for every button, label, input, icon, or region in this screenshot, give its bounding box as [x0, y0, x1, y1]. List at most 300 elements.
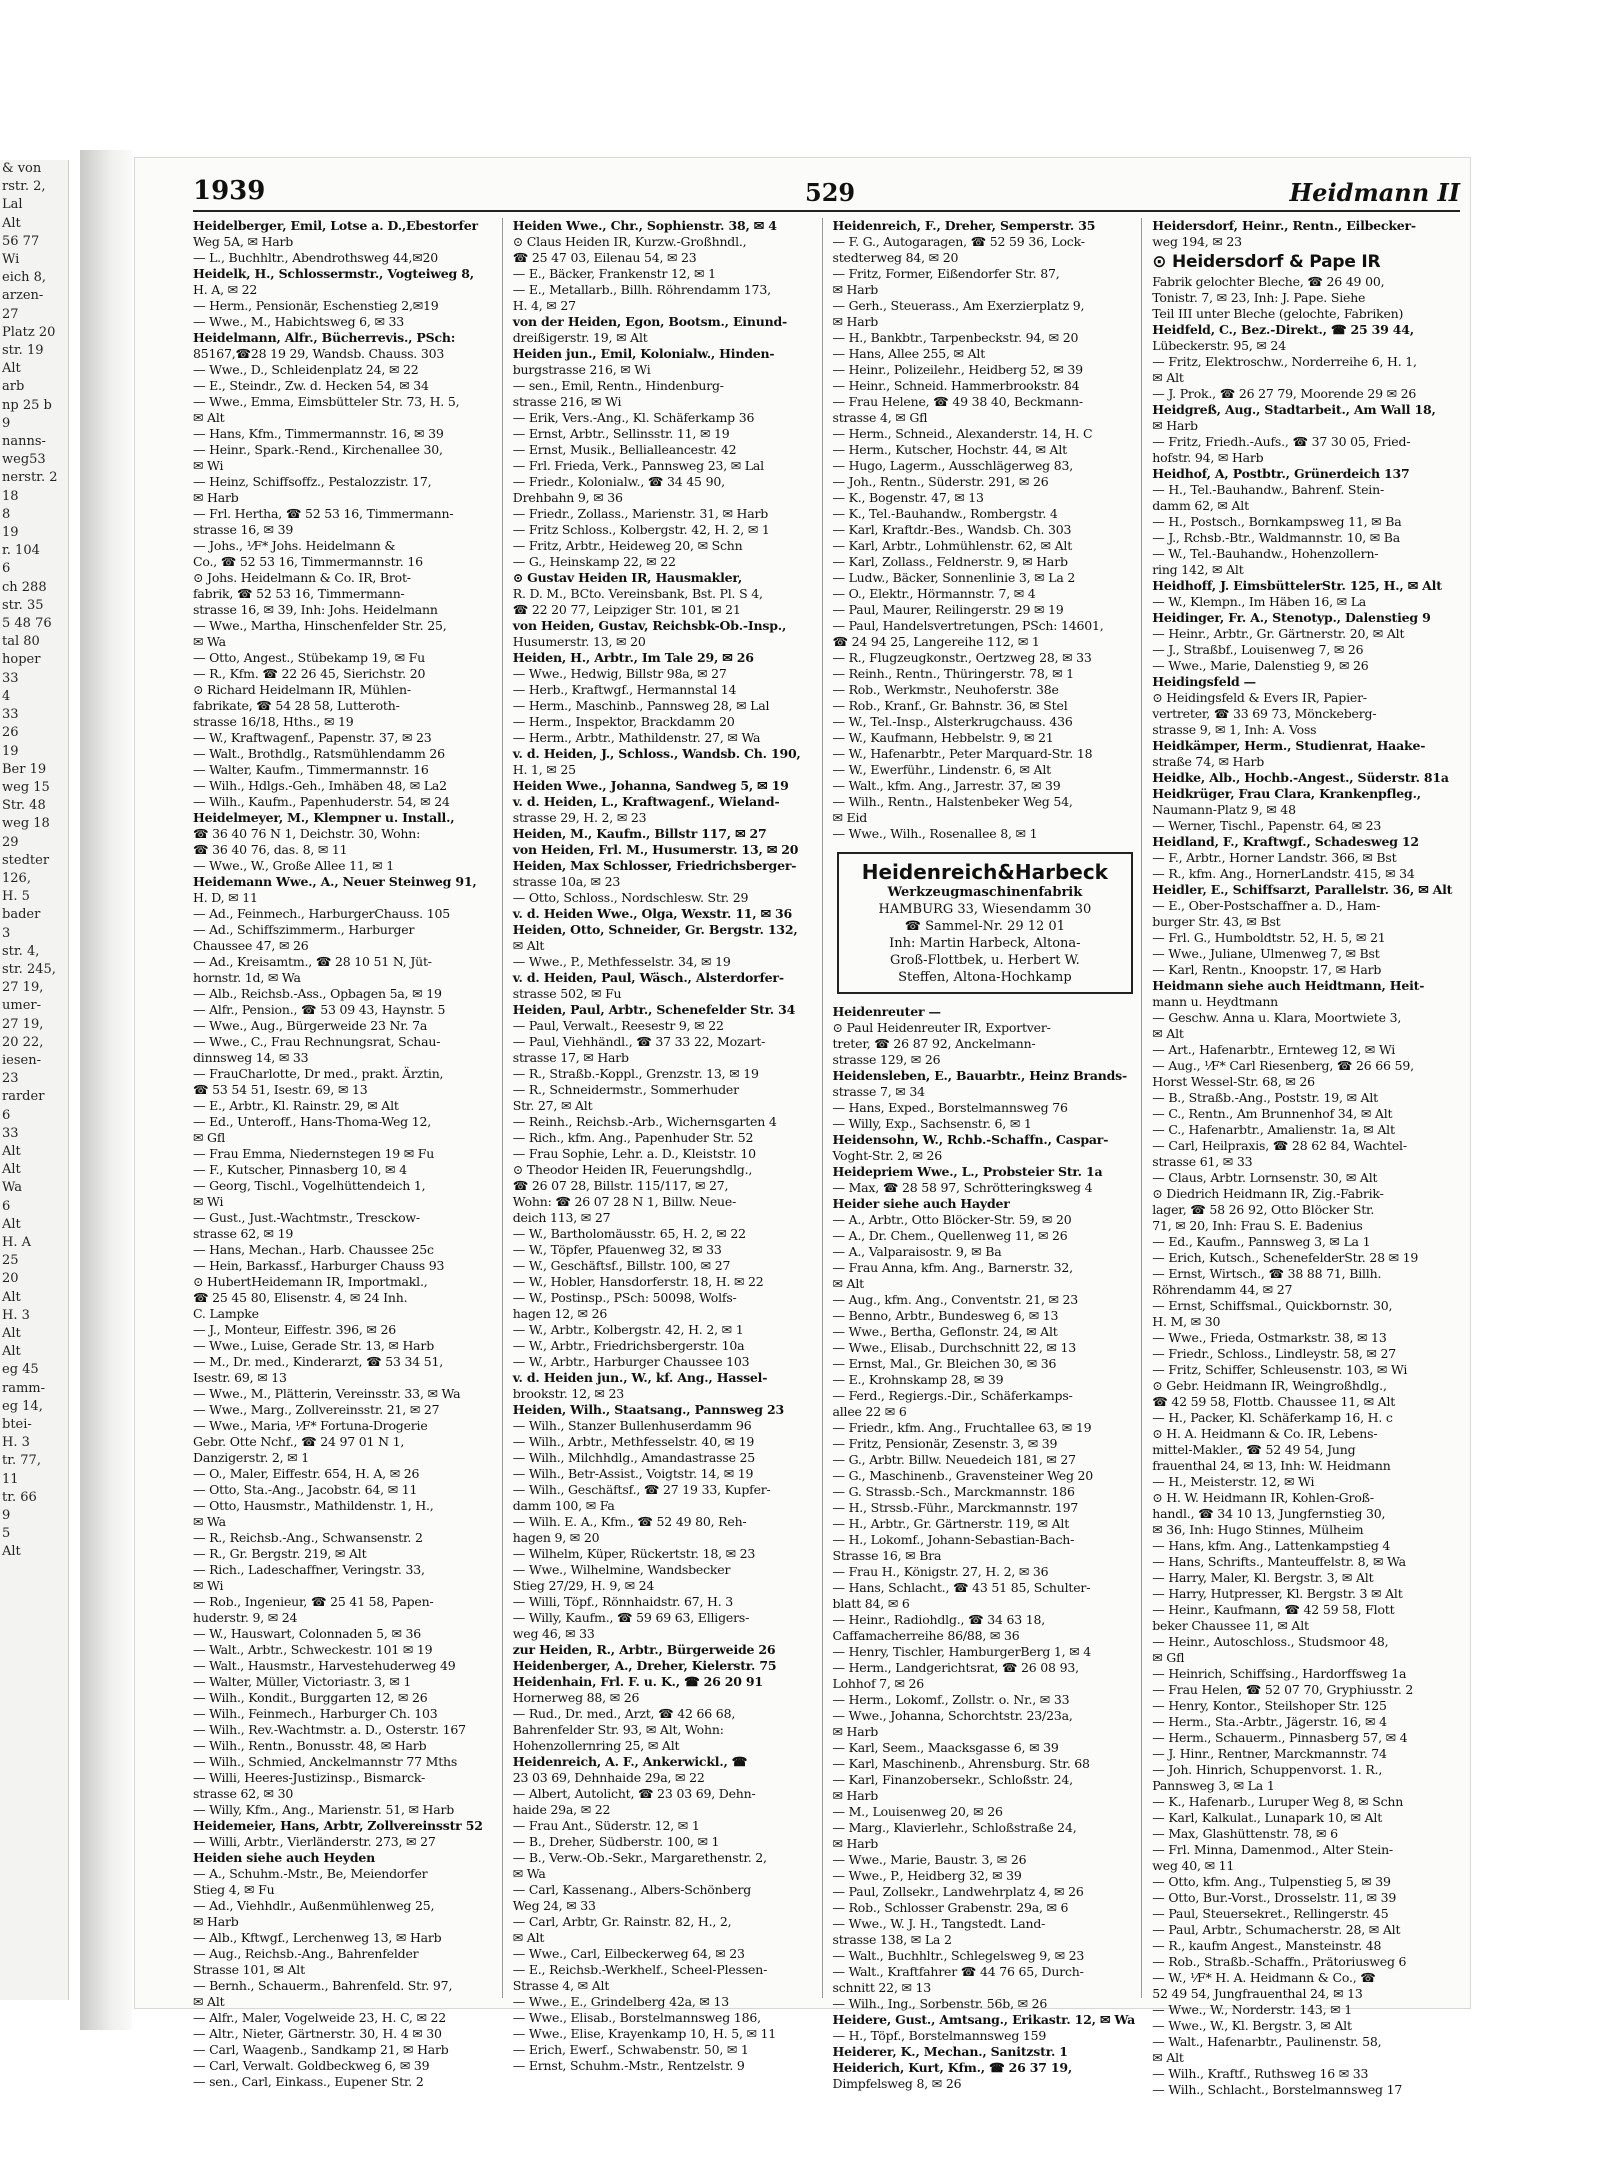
entry-columns [193, 218, 1461, 2097]
directory-entry: — W., Klempn., Im Häben 16, ✉ La [1152, 594, 1367, 609]
directory-entry: — Willi, Arbtr., Vierländerstr. 273, ✉ 27 [193, 1834, 436, 1849]
directory-entry: Röhrendamm 44, ✉ 27 [1152, 1282, 1293, 1297]
fragment-line: Platz 20 [2, 324, 56, 340]
directory-entry: lager, ☎ 58 26 92, Otto Blöcker Str. [1152, 1202, 1375, 1217]
directory-entry: — Wilhelm, Küper, Rückertstr. 18, ✉ 23 [512, 1546, 756, 1561]
directory-entry: ✉ Wa [193, 1514, 226, 1529]
page-header [193, 176, 1460, 212]
directory-entry: ✉ Alt [193, 410, 225, 425]
entry-heading: Heidmann siehe auch Heidtmann, Heit- [1152, 978, 1425, 993]
directory-entry: haide 29a, ✉ 22 [512, 1802, 611, 1817]
directory-entry: — Ernst, Musik., Bellialleancestr. 42 [512, 442, 737, 457]
fragment-line: str. 245, [2, 961, 56, 977]
fragment-line: eg 14, [2, 1398, 43, 1414]
directory-entry: 52 49 54, Jungfrauenthal 24, ✉ 13 [1152, 1986, 1363, 2001]
directory-entry: ☎ 26 07 28, Billstr. 115/117, ✉ 27, [512, 1178, 729, 1193]
fragment-line: H. 3 [2, 1307, 30, 1323]
directory-entry: — Joh. Hinrich, Schuppenvorst. 1. R., [1152, 1762, 1383, 1777]
entry-heading: Heidepriem Wwe., L., Probsteier Str. 1a [832, 1164, 1103, 1179]
directory-entry: — Wilh., Hdlgs.-Geh., Imhäben 48, ✉ La2 [193, 778, 447, 793]
directory-entry: — Fritz, Pensionär, Zesenstr. 3, ✉ 39 [832, 1436, 1058, 1451]
directory-entry: — Reinh., Rentn., Thüringerstr. 78, ✉ 1 [832, 666, 1074, 681]
directory-entry: damm 100, ✉ Fa [512, 1498, 615, 1513]
directory-entry: — Heinr., Polizeilehr., Heidberg 52, ✉ 39 [832, 362, 1083, 377]
directory-entry: ☎ 36 40 76, das. 8, ✉ 11 [193, 842, 348, 857]
header-year: 1939 [193, 176, 266, 206]
directory-entry: — Herm., Pensionär, Eschenstieg 2,✉19 [193, 298, 439, 313]
directory-entry: ✉ Wi [193, 1194, 224, 1209]
directory-entry: — R., kaufm Angest., Mansteinstr. 48 [1152, 1938, 1382, 1953]
directory-entry: — W., Arbtr., Kolbergstr. 42, H. 2, ✉ 1 [512, 1322, 744, 1337]
entry-heading: Heidkämper, Herm., Studienrat, Haake- [1152, 738, 1426, 753]
column-1 [193, 218, 503, 2089]
directory-entry: stedterweg 84, ✉ 20 [832, 250, 959, 265]
directory-entry: Dimpfelsweg 8, ✉ 26 [832, 2076, 962, 2091]
directory-entry: ✉ Alt [1152, 1026, 1184, 1041]
directory-entry: — K., Bogenstr. 47, ✉ 13 [832, 490, 984, 505]
directory-entry: ⊙ Claus Heiden IR, Kurzw.-Großhndl., [512, 234, 747, 249]
directory-entry: — Frl. Minna, Damenmod., Alter Stein- [1152, 1842, 1393, 1857]
ad-line3: ☎ Sammel-Nr. 29 12 01 [904, 919, 1065, 934]
fragment-line: 6 [2, 561, 11, 577]
fragment-line: Alt [2, 1289, 21, 1305]
directory-entry: — Albert, Autolicht, ☎ 23 03 69, Dehn- [512, 1786, 756, 1801]
directory-entry: — Walt., Hausmstr., Harvestehuderweg 49 [193, 1658, 456, 1673]
directory-entry: blatt 84, ✉ 6 [832, 1596, 910, 1611]
fragment-line: 23 [2, 1071, 19, 1087]
directory-entry: — J. Hinr., Rentner, Marckmannstr. 74 [1152, 1746, 1387, 1761]
fragment-line: tr. 66 [2, 1489, 37, 1505]
directory-entry: — Karl, Rentn., Knoopstr. 17, ✉ Harb [1152, 962, 1382, 977]
directory-entry: hagen 12, ✉ 26 [512, 1306, 608, 1321]
directory-entry: — Erich, Ewerf., Schwabenstr. 50, ✉ 1 [512, 2042, 749, 2057]
directory-entry: — Henry, Kontor., Steilshoper Str. 125 [1152, 1698, 1387, 1713]
directory-entry: — Fritz, Friedh.-Aufs., ☎ 37 30 05, Fried- [1152, 434, 1411, 449]
directory-entry: ⊙ HubertHeidemann IR, Importmakl., [193, 1274, 428, 1289]
directory-entry: — O., Elektr., Hörmannstr. 7, ✉ 4 [832, 586, 1036, 601]
entry-heading: Heidelmann, Alfr., Bücherrevis., PSch: [193, 330, 456, 345]
directory-entry: — Wwe., Marie, Baustr. 3, ✉ 26 [832, 1852, 1027, 1867]
directory-entry: — G., Arbtr. Billw. Neuedeich 181, ✉ 27 [832, 1452, 1076, 1467]
directory-entry: frauenthal 24, ✉ 13, Inh: W. Heidmann [1152, 1458, 1391, 1473]
entry-heading: Heiderer, K., Mechan., Sanitzstr. 1 [832, 2044, 1068, 2059]
fragment-line: Str. 48 [2, 798, 46, 814]
entry-heading: Heidemeier, Hans, Arbtr, Zollvereinsstr 52 [193, 1818, 483, 1833]
directory-entry: — Paul, Arbtr., Schumacherstr. 28, ✉ Alt [1152, 1922, 1401, 1937]
directory-entry: 85167,☎28 19 29, Wandsb. Chauss. 303 [193, 346, 445, 361]
directory-entry: — Frau Ant., Süderstr. 12, ✉ 1 [512, 1818, 700, 1833]
fragment-line: 18 [2, 488, 19, 504]
directory-entry: — Ed., Unteroff., Hans-Thoma-Weg 12, [193, 1114, 431, 1129]
directory-entry: — Alb., Reichsb.-Ass., Opbagen 5a, ✉ 19 [193, 986, 442, 1001]
fragment-line: 25 [2, 1253, 19, 1269]
directory-entry: — Harry, Maler, Kl. Bergstr. 3, ✉ Alt [1152, 1570, 1374, 1585]
directory-entry: — Walt., kfm. Ang., Jarrestr. 37, ✉ 39 [832, 778, 1061, 793]
directory-entry: Chaussee 47, ✉ 26 [193, 938, 309, 953]
directory-entry: Strasse 4, ✉ Alt [512, 1978, 610, 1993]
fragment-line: 6 [2, 1107, 11, 1123]
directory-entry: — W., Arbtr., Friedrichsbergerstr. 10a [512, 1338, 745, 1353]
directory-entry: — L., Buchhltr., Abendrothsweg 44,✉20 [193, 250, 438, 265]
directory-entry: — W., ⅟F* H. A. Heidmann & Co., ☎ [1152, 1970, 1376, 1985]
directory-entry: — Ed., Kaufm., Pannsweg 3, ✉ La 1 [1152, 1234, 1371, 1249]
fragment-line: str. 19 [2, 343, 44, 359]
directory-entry: — Wwe., Maria, ⅟F* Fortuna-Drogerie [193, 1418, 428, 1433]
directory-entry: — K., Tel.-Bauhandw., Rombergstr. 4 [832, 506, 1058, 521]
directory-entry: — Wwe., Carl, Eilbeckerweg 64, ✉ 23 [512, 1946, 745, 1961]
directory-entry: strasse 16, ✉ 39, Inh: Johs. Heidelmann [193, 602, 438, 617]
fragment-line: 9 [2, 1508, 11, 1524]
entry-heading: Heiderich, Kurt, Kfm., ☎ 26 37 19, [832, 2060, 1073, 2075]
fragment-line: 33 [2, 707, 19, 723]
directory-entry: — Heinr., Kaufmann, ☎ 42 59 58, Flott [1152, 1602, 1395, 1617]
directory-entry: Pannsweg 3, ✉ La 1 [1152, 1778, 1275, 1793]
ad-line2: HAMBURG 33, Wiesendamm 30 [878, 902, 1092, 917]
directory-entry: ✉ Alt [1152, 370, 1184, 385]
directory-entry: — Herm., Maschinb., Pannsweg 28, ✉ Lal [512, 698, 770, 713]
directory-entry: — Fritz, Arbtr., Heideweg 20, ✉ Schn [512, 538, 743, 553]
fragment-line: 5 [2, 1526, 11, 1542]
directory-entry: strasse 16/18, Hths., ✉ 19 [193, 714, 354, 729]
fragment-line: 6 [2, 1198, 11, 1214]
directory-entry: — Georg, Tischl., Vogelhüttendeich 1, [193, 1178, 426, 1193]
directory-entry: — Carl, Waagenb., Sandkamp 21, ✉ Harb [193, 2042, 449, 2057]
directory-entry: vertreter, ☎ 33 69 73, Mönckeberg- [1152, 706, 1377, 721]
entry-heading: v. d. Heiden Wwe., Olga, Wexstr. 11, ✉ 36 [512, 906, 793, 921]
directory-entry: — Herm., Inspektor, Brackdamm 20 [512, 714, 735, 729]
directory-entry: — Hans, Exped., Borstelmannsweg 76 [832, 1100, 1068, 1115]
directory-entry: — Hugo, Lagerm., Ausschlägerweg 83, [832, 458, 1074, 473]
directory-entry: — Rob., Werkmstr., Neuhoferstr. 38e [832, 682, 1059, 697]
directory-entry: strasse 502, ✉ Fu [512, 986, 622, 1001]
directory-entry: — E., Steindr., Zw. d. Hecken 54, ✉ 34 [193, 378, 429, 393]
directory-entry: strasse 29, H. 2, ✉ 23 [512, 810, 647, 825]
directory-entry: H. M, ✉ 30 [1152, 1314, 1221, 1329]
directory-entry: Caffamacherreihe 86/88, ✉ 36 [832, 1628, 1020, 1643]
directory-entry: — Altr., Nieter, Gärtnerstr. 30, H. 4 ✉ 30 [193, 2026, 442, 2041]
entry-heading: Heidhof, A, Postbtr., Grünerdeich 137 [1152, 466, 1410, 481]
directory-entry: strasse 138, ✉ La 2 [832, 1932, 952, 1947]
entry-heading: Heidelmeyer, M., Klempner u. Install., [193, 810, 455, 825]
column-4 [1152, 218, 1461, 2097]
directory-entry: — Otto, Angest., Stübekamp 19, ✉ Fu [193, 650, 425, 665]
directory-entry: ✉ Harb [193, 1914, 239, 1929]
directory-entry: ✉ Wa [512, 1866, 546, 1881]
directory-entry: — Wilh., Schmied, Anckelmannstr 77 Mths [193, 1754, 458, 1769]
entry-heading: ⊙ Gustav Heiden IR, Hausmakler, [512, 570, 742, 585]
directory-entry: — Marg., Klavierlehr., Schloßstraße 24, [832, 1820, 1077, 1835]
directory-entry: — Rich., Ladeschaffner, Veringstr. 33, [193, 1562, 425, 1577]
directory-entry: Drehbahn 9, ✉ 36 [512, 490, 623, 505]
directory-entry: — Herb., Kraftwgf., Hermannstal 14 [512, 682, 737, 697]
entry-heading: Heiden, Paul, Arbtr., Schenefelder Str. 34 [512, 1002, 796, 1017]
directory-entry: fabrikate, ☎ 54 28 58, Lutteroth- [193, 698, 400, 713]
directory-entry: brookstr. 12, ✉ 23 [512, 1386, 624, 1401]
directory-entry: ✉ Harb [832, 314, 879, 329]
previous-page-fragment [0, 160, 69, 2000]
directory-entry: — Ad., Feinmech., HarburgerChauss. 105 [193, 906, 450, 921]
directory-entry: — Frl. G., Humboldtstr. 52, H. 5, ✉ 21 [1152, 930, 1386, 945]
directory-entry: strasse 17, ✉ Harb [512, 1050, 629, 1065]
directory-entry: damm 62, ✉ Alt [1152, 498, 1249, 513]
directory-entry: — Rob., Ingenieur, ☎ 25 41 58, Papen- [193, 1594, 434, 1609]
directory-entry: — Ernst, Schiffsmal., Quickbornstr. 30, [1152, 1298, 1393, 1313]
directory-entry: — C., Rentn., Am Brunnenhof 34, ✉ Alt [1152, 1106, 1393, 1121]
directory-entry: — M., Louisenweg 20, ✉ 26 [832, 1804, 1003, 1819]
directory-entry: — C., Hafenarbtr., Amalienstr. 1a, ✉ Alt [1152, 1122, 1395, 1137]
fragment-line: 56 77 [2, 233, 40, 249]
directory-entry: — Otto, Hausmstr., Mathildenstr. 1, H., [193, 1498, 434, 1513]
directory-entry: — Aug., ⅟F* Carl Riesenberg, ☎ 26 66 59, [1152, 1058, 1414, 1073]
directory-entry: ☎ 24 94 25, Langereihe 112, ✉ 1 [832, 634, 1040, 649]
directory-entry: — Willi, Heeres-Justizinsp., Bismarck- [193, 1770, 426, 1785]
directory-entry: — H., Lokomf., Johann-Sebastian-Bach- [832, 1532, 1075, 1547]
directory-entry: ✉ Eid [832, 810, 868, 825]
directory-entry: — Alb., Kftwgf., Lerchenweg 13, ✉ Harb [193, 1930, 442, 1945]
entry-heading: Heidingsfeld — [1152, 674, 1256, 689]
ad-line5: Groß-Flottbek, u. Herbert W. [889, 953, 1080, 968]
fragment-line: 27 19, [2, 980, 44, 996]
directory-entry: — Heinz, Schiffsoffz., Pestalozzistr. 17, [193, 474, 432, 489]
directory-entry: — R., Gr. Bergstr. 219, ✉ Alt [193, 1546, 367, 1561]
directory-entry: — Otto, Schloss., Nordschlesw. Str. 29 [512, 890, 749, 905]
directory-entry: — Ad., Kreisamtm., ☎ 28 10 51 N, Jüt- [193, 954, 432, 969]
directory-entry: — Geschw. Anna u. Klara, Moortwiete 3, [1152, 1010, 1402, 1025]
directory-entry: — W., Bartholomäusstr. 65, H. 2, ✉ 22 [512, 1226, 746, 1241]
directory-entry: — Fritz Schloss., Kolbergstr. 42, H. 2, ✉ 1 [512, 522, 770, 537]
directory-entry: H. D, ✉ 11 [193, 890, 258, 905]
directory-entry: — Erich, Kutsch., SchenefelderStr. 28 ✉ 19 [1152, 1250, 1419, 1265]
advertisement-box [837, 852, 1134, 994]
directory-entry: — Walt., Kraftfahrer ☎ 44 76 65, Durch- [832, 1964, 1084, 1979]
directory-entry: — Heinr., Spark.-Rend., Kirchenallee 30, [193, 442, 443, 457]
directory-entry: burgstrasse 216, ✉ Wi [512, 362, 651, 377]
directory-entry: — Hans, Allee 255, ✉ Alt [832, 346, 986, 361]
ad-line1: Werkzeugmaschinenfabrik [887, 885, 1083, 900]
directory-entry: — G., Heinskamp 22, ✉ 22 [512, 554, 676, 569]
directory-entry: Teil III unter Bleche (gelochte, Fabriken) [1152, 306, 1404, 321]
directory-entry: — W., Hobler, Hansdorferstr. 18, H. ✉ 22 [512, 1274, 764, 1289]
directory-entry: Lohhof 7, ✉ 26 [832, 1676, 925, 1691]
fragment-line: nanns- [2, 434, 46, 450]
directory-entry: — Wwe., M., Plätterin, Vereinsstr. 33, ✉ Wa [193, 1386, 461, 1401]
fragment-line: & von [2, 161, 42, 176]
directory-entry: — Frau H., Königstr. 27, H. 2, ✉ 36 [832, 1564, 1049, 1579]
directory-entry: — Wwe., Bertha, Geflonstr. 24, ✉ Alt [832, 1324, 1058, 1339]
directory-entry: — Aug., Reichsb.-Ang., Bahrenfelder [193, 1946, 419, 1961]
directory-entry: Hornerweg 88, ✉ 26 [512, 1690, 640, 1705]
directory-entry: — Gust., Just.-Wachtmstr., Tresckow- [193, 1210, 420, 1225]
directory-entry: ✉ Wi [193, 458, 224, 473]
directory-entry: huderstr. 9, ✉ 24 [193, 1610, 298, 1625]
directory-entry: — E., Krohnskamp 28, ✉ 39 [832, 1372, 1004, 1387]
directory-entry: Lübeckerstr. 95, ✉ 24 [1152, 338, 1286, 353]
directory-entry: strasse 9, ✉ 1, Inh: A. Voss [1152, 722, 1317, 737]
directory-entry: — Wwe., Marg., Zollvereinsstr. 21, ✉ 27 [193, 1402, 440, 1417]
directory-entry: — Wwe., Elisab., Borstelmannsweg 186, [512, 2010, 761, 2025]
entry-heading: Heidler, E., Schiffsarzt, Parallelstr. 36, ✉ Alt [1152, 882, 1453, 897]
directory-entry: — Hans, Mechan., Harb. Chaussee 25c [193, 1242, 434, 1257]
directory-entry: — B., Dreher, Südberstr. 100, ✉ 1 [512, 1834, 720, 1849]
fragment-line: str. 4, [2, 943, 40, 959]
directory-entry: ✉ Harb [1152, 418, 1198, 433]
directory-entry: ✉ Alt [512, 938, 545, 953]
directory-entry: — Rud., Dr. med., Arzt, ☎ 42 66 68, [512, 1706, 736, 1721]
directory-entry: mann u. Heydtmann [1152, 994, 1279, 1009]
entry-heading: Heidensleben, E., Bauarbtr., Heinz Brands- [832, 1068, 1127, 1083]
fragment-line: 19 [2, 743, 19, 759]
directory-entry: — E., Metallarb., Billh. Röhrendamm 173, [512, 282, 771, 297]
directory-entry: — Wilh., Milchhdlg., Amandastrasse 25 [512, 1450, 756, 1465]
directory-entry: — W., Töpfer, Pfauenweg 32, ✉ 33 [512, 1242, 722, 1257]
directory-entry: — Hans, Schrifts., Manteuffelstr. 8, ✉ Wa [1152, 1554, 1406, 1569]
directory-entry: — Otto, Sta.-Ang., Jacobstr. 64, ✉ 11 [193, 1482, 418, 1497]
directory-entry: — Wwe., W., Große Allee 11, ✉ 1 [193, 858, 394, 873]
entry-heading: Heidelk, H., Schlossermstr., Vogteiweg 8, [193, 266, 474, 281]
fragment-line: np 25 b [2, 397, 52, 413]
directory-entry: — Walter, Kaufm., Timmermannstr. 16 [193, 762, 429, 777]
fragment-line: umer- [2, 998, 41, 1014]
directory-entry: — Wilh., Ing., Sorbenstr. 56b, ✉ 26 [832, 1996, 1048, 2011]
directory-entry: — H., Töpf., Borstelmannsweg 159 [832, 2028, 1047, 2043]
directory-entry: — R., Kfm. ☎ 22 26 45, Sierichstr. 20 [193, 666, 426, 681]
directory-entry: Bahrenfelder Str. 93, ✉ Alt, Wohn: [512, 1722, 724, 1737]
directory-entry: — H., Postsch., Bornkampsweg 11, ✉ Ba [1152, 514, 1402, 529]
directory-entry: ⊙ Paul Heidenreuter IR, Exportver- [832, 1020, 1051, 1035]
directory-entry: Co., ☎ 52 53 16, Timmermannstr. 16 [193, 554, 423, 569]
directory-entry: — Wilh., Geschäftsf., ☎ 27 19 33, Kupfer- [512, 1482, 771, 1497]
directory-entry: — Max, ☎ 28 58 97, Schrötteringksweg 4 [832, 1180, 1093, 1195]
entry-heading: Heidenhain, Frl. F. u. K., ☎ 26 20 91 [512, 1674, 763, 1689]
directory-entry: — Wilh. E. A., Kfm., ☎ 52 49 80, Reh- [512, 1514, 747, 1529]
fragment-line: 3 [2, 925, 11, 941]
fragment-line: ramm- [2, 1380, 46, 1396]
entry-heading: v. d. Heiden jun., W., kf. Ang., Hassel- [512, 1370, 768, 1385]
directory-entry: Strasse 16, ✉ Bra [832, 1548, 942, 1563]
directory-entry: Stieg 27/29, H. 9, ✉ 24 [512, 1578, 655, 1593]
entry-heading: Heidensohn, W., Rchb.-Schaffn., Caspar- [832, 1132, 1109, 1147]
directory-entry: — Ernst, Mal., Gr. Bleichen 30, ✉ 36 [832, 1356, 1057, 1371]
directory-entry: — Wwe., W., Norderstr. 143, ✉ 1 [1152, 2002, 1352, 2017]
directory-entry: — Wwe., M., Habichtsweg 6, ✉ 33 [193, 314, 405, 329]
directory-entry: — Wilh., Rentn., Halstenbeker Weg 54, [832, 794, 1073, 809]
directory-entry: ☎ 53 54 51, Isestr. 69, ✉ 13 [193, 1082, 368, 1097]
directory-entry: mittel-Makler., ☎ 52 49 54, Jung [1152, 1442, 1356, 1457]
directory-entry: — Friedr., Schloss., Lindleystr. 58, ✉ 27 [1152, 1346, 1396, 1361]
directory-entry: hofstr. 94, ✉ Harb [1152, 450, 1264, 465]
directory-entry: ✉ Alt [193, 1994, 225, 2009]
entry-heading: Heiden siehe auch Heyden [193, 1850, 376, 1865]
fragment-line: H. A [2, 1234, 31, 1250]
directory-entry: — Friedr., Kolonialw., ☎ 34 45 90, [512, 474, 725, 489]
directory-entry: — Wwe., W., Kl. Bergstr. 3, ✉ Alt [1152, 2018, 1352, 2033]
fragment-line: str. 35 [2, 597, 44, 613]
directory-entry: ☎ 36 40 76 N 1, Deichstr. 30, Wohn: [193, 826, 421, 841]
entry-heading: v. d. Heiden, J., Schloss., Wandsb. Ch. 190, [512, 746, 801, 761]
fragment-line: 4 [2, 688, 11, 704]
directory-entry: — J., Monteur, Eiffestr. 396, ✉ 26 [193, 1322, 396, 1337]
directory-entry: strasse 10a, ✉ 23 [512, 874, 621, 889]
directory-entry: strasse 7, ✉ 34 [832, 1084, 925, 1099]
directory-entry: Wohn: ☎ 26 07 28 N 1, Billw. Neue- [512, 1194, 737, 1209]
directory-entry: — W., Tel.-Insp., Alsterkrugchauss. 436 [832, 714, 1073, 729]
directory-entry: — Wwe., E., Grindelberg 42a, ✉ 13 [512, 1994, 729, 2009]
directory-entry: — E., Reichsb.-Werkhelf., Scheel-Plessen- [512, 1962, 768, 1977]
directory-entry: — Werner, Tischl., Papenstr. 64, ✉ 23 [1152, 818, 1382, 833]
directory-entry: — H., Bankbtr., Tarpenbeckstr. 94, ✉ 20 [832, 330, 1079, 345]
directory-entry: Str. 27, ✉ Alt [512, 1098, 593, 1113]
fragment-line: tr. 77, [2, 1453, 41, 1469]
directory-entry: — sen., Emil, Rentn., Hindenburg- [512, 378, 724, 393]
directory-entry: — Fritz, Schiffer, Schleusenstr. 103, ✉ Wi [1152, 1362, 1408, 1377]
fragment-line: rstr. 2, [2, 179, 46, 195]
fragment-line: bader [2, 907, 41, 923]
fragment-line: nerstr. 2 [2, 470, 58, 486]
directory-entry: Weg 5A, ✉ Harb [193, 234, 294, 249]
entry-heading: Heiden jun., Emil, Kolonialw., Hinden- [512, 346, 775, 361]
directory-entry: treter, ☎ 26 87 92, Anckelmann- [832, 1036, 1036, 1051]
directory-entry: schnitt 22, ✉ 13 [832, 1980, 932, 1995]
directory-entry: — Hans, Kfm., Timmermannstr. 16, ✉ 39 [193, 426, 444, 441]
directory-entry: — sen., Carl, Einkass., Eupener Str. 2 [193, 2074, 424, 2089]
fragment-line: 33 [2, 670, 19, 686]
fragment-line: arb [2, 379, 25, 395]
entry-heading: Heidfeld, C., Bez.-Direkt., ☎ 25 39 44, [1152, 322, 1414, 337]
directory-entry: ⊙ Richard Heidelmann IR, Mühlen- [193, 682, 411, 697]
entry-heading: Heidgreß, Aug., Stadtarbeit., Am Wall 18, [1152, 402, 1436, 417]
directory-entry: — J. Prok., ☎ 26 27 79, Moorende 29 ✉ 26 [1152, 386, 1417, 401]
fragment-line: Wa [2, 1180, 22, 1196]
directory-entry: — B., Verw.-Ob.-Sekr., Margarethenstr. 2, [512, 1850, 767, 1865]
fragment-line: tal 80 [2, 634, 40, 650]
directory-entry: — Wwe., Juliane, Ulmenweg 7, ✉ Bst [1152, 946, 1380, 961]
entry-heading: Heidersdorf, Heinr., Rentn., Eilbecker- [1152, 218, 1416, 233]
directory-entry: — Rich., kfm. Ang., Papenhuder Str. 52 [512, 1130, 754, 1145]
entry-heading: Heiden, H., Arbtr., Im Tale 29, ✉ 26 [512, 650, 754, 665]
directory-entry: ⊙ H. W. Heidmann IR, Kohlen-Groß- [1152, 1490, 1374, 1505]
directory-entry: Isestr. 69, ✉ 13 [193, 1370, 287, 1385]
directory-entry: — Wwe., P., Methfesselstr. 34, ✉ 19 [512, 954, 731, 969]
directory-entry: — W., Hafenarbtr., Peter Marquard-Str. 18 [832, 746, 1093, 761]
directory-entry: — Wilh., Arbtr., Methfesselstr. 40, ✉ 19 [512, 1434, 755, 1449]
directory-entry: — Herm., Lokomf., Zollstr. o. Nr., ✉ 33 [832, 1692, 1070, 1707]
directory-entry: Voght-Str. 2, ✉ 26 [832, 1148, 942, 1163]
directory-entry: — Benno, Arbtr., Bundesweg 6, ✉ 13 [832, 1308, 1059, 1323]
directory-entry: — Wwe., Marie, Dalenstieg 9, ✉ 26 [1152, 658, 1369, 673]
directory-entry: — Heinr., Schneid. Hammerbrookstr. 84 [832, 378, 1080, 393]
fragment-line: 8 [2, 506, 11, 522]
fragment-line: Alt [2, 1326, 21, 1341]
directory-entry: ✉ Alt [512, 1930, 545, 1945]
directory-entry: — Wwe., Frieda, Ostmarkstr. 38, ✉ 13 [1152, 1330, 1387, 1345]
directory-entry: Stieg 4, ✉ Fu [193, 1882, 275, 1897]
directory-entry: — Wilh., Kondit., Burggarten 12, ✉ 26 [193, 1690, 428, 1705]
directory-entry: — Herm., Landgerichtsrat, ☎ 26 08 93, [832, 1660, 1079, 1675]
directory-entry: — Herm., Schneid., Alexanderstr. 14, H. C [832, 426, 1093, 441]
fragment-line: 20 22, [2, 1034, 44, 1050]
entry-heading: Heiden, Otto, Schneider, Gr. Bergstr. 132, [512, 922, 798, 937]
directory-entry: — W., Postinsp., PSch: 50098, Wolfs- [512, 1290, 737, 1305]
directory-entry: — F., Kutscher, Pinnasberg 10, ✉ 4 [193, 1162, 407, 1177]
entry-heading: Heidenberger, A., Dreher, Kielerstr. 75 [512, 1658, 777, 1673]
directory-entry: ☎ 22 20 77, Leipziger Str. 101, ✉ 21 [512, 602, 741, 617]
directory-entry: ✉ Harb [832, 1724, 879, 1739]
directory-entry: ✉ Harb [832, 282, 879, 297]
directory-entry: — W., Arbtr., Harburger Chaussee 103 [512, 1354, 750, 1369]
directory-entry: — Wwe., Martha, Hinschenfelder Str. 25, [193, 618, 447, 633]
directory-entry: — O., Maler, Eiffestr. 654, H. A, ✉ 26 [193, 1466, 420, 1481]
directory-entry: — Walter, Müller, Victoriastr. 3, ✉ 1 [193, 1674, 412, 1689]
